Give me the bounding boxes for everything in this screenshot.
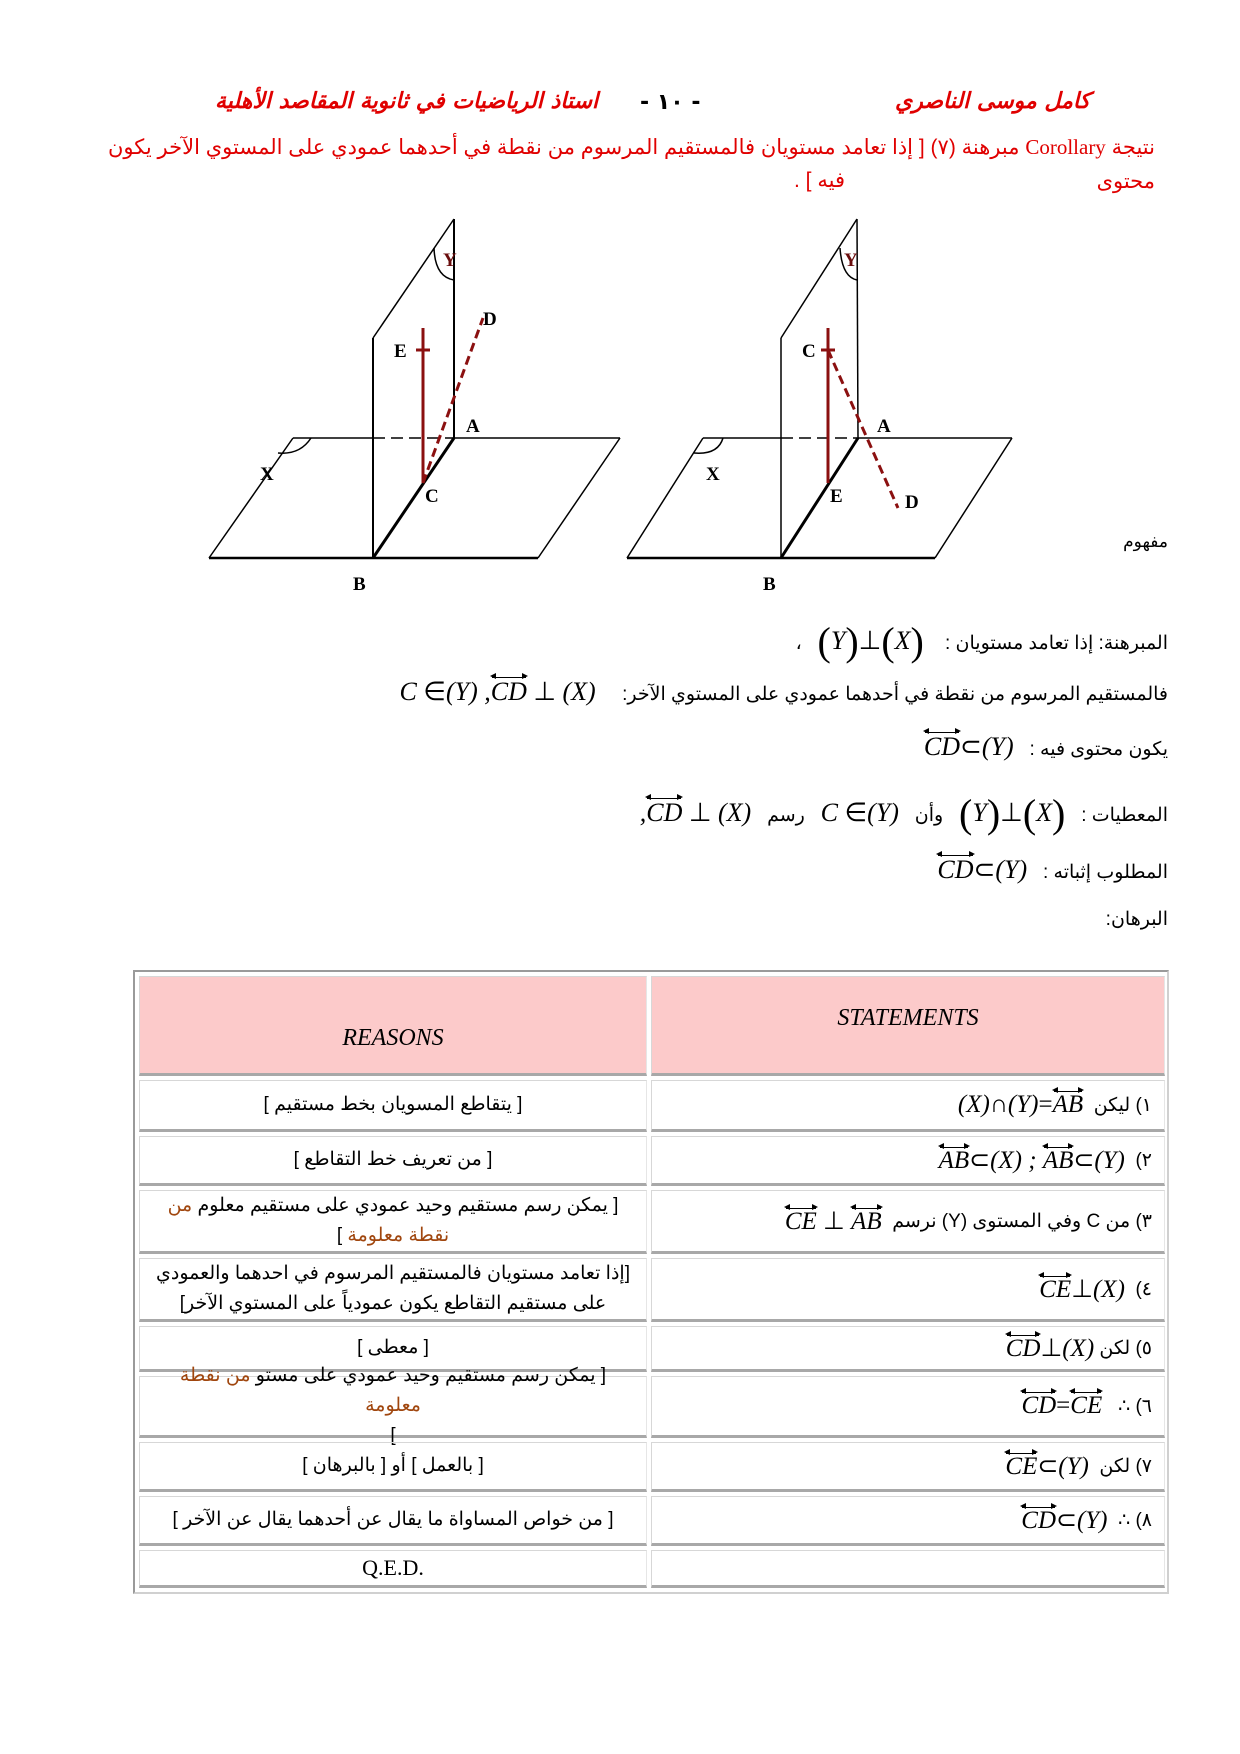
label-e-left: E [394,341,407,362]
corollary-label-en: Corollary [1025,135,1106,159]
statement-number: ٣) [1135,1210,1152,1232]
reason-text: [ معطى ] [357,1337,429,1358]
label-y-left: Y [443,250,457,271]
theorem-line-1-label: المبرهنة: إذا تعامد مستويان : [945,633,1168,654]
given-draw: رسم [767,805,805,826]
reason-cell [139,1258,647,1322]
statement-cell [651,1550,1165,1588]
statement-text: ∴ [1118,1395,1131,1417]
label-y-right: Y [844,250,858,271]
statement-text: لكن [1099,1455,1131,1477]
author-name: كامل موسى الناصري [895,88,1091,114]
statement-math: AB ⊂(X) ; AB ⊂(Y) [939,1145,1125,1175]
corollary-suffix: مبرهنة (٧) [930,136,1020,159]
reason-text: [ من تعريف خط التقاطع ] [293,1149,493,1170]
given-math-a: (Y)⊥(X) [959,791,1066,836]
statement-math: (X)∩(Y)=AB [958,1091,1083,1119]
statement-text: ليكن [1093,1094,1131,1116]
figure-right [627,219,1012,595]
statement-number: ٧) [1135,1455,1152,1477]
corollary-text-1: [ إذا تعامد مستويان فالمستقيم المرسوم من نقطة في أحدهما عمودي على المستوي الآخر يكون محتوى [107,136,1155,193]
statement-cell [651,1326,1165,1372]
statement-cell [651,1136,1165,1186]
given-label: المعطيات : [1081,805,1168,826]
label-b-right: B [763,574,776,595]
header-statements-label: STATEMENTS [837,1004,979,1031]
label-x-right: X [706,464,720,485]
reason-text: [ من خواص المساواة ما يقال عن أحدهما يقال عن الآخر ] [172,1509,614,1530]
reason-main: [ يمكن رسم مستقيم وحيد عمودي على مستو [255,1365,607,1386]
given-math-b: C ∈(Y) [820,798,899,827]
table-row [139,1550,1167,1588]
reason-tail: ] [390,1425,396,1446]
statement-number: ٤) [1135,1278,1152,1300]
label-a-left: A [466,416,480,437]
theorem-line-3 [924,732,1168,762]
table-row [139,1442,1167,1492]
reason-cell [139,1136,647,1186]
statement-math: CE ⊥ AB [785,1206,882,1236]
statement-number: ٨) [1135,1509,1152,1531]
table-header-row [139,976,1167,1076]
given-line [640,790,1168,837]
statement-cell [651,1496,1165,1546]
statement-text: لكن [1099,1337,1131,1359]
table-row [139,1136,1167,1186]
reason-cell [139,1080,647,1132]
table-row [139,1496,1167,1546]
author-role: استاذ الرياضيات في ثانوية المقاصد الأهلية [215,88,599,114]
header-reasons [139,976,647,1076]
statement-number: ٥) [1135,1337,1152,1359]
statement-number: ٢) [1135,1149,1152,1171]
theorem-line-1-tail: ، [795,633,802,654]
statement-text: ∴ [1118,1509,1131,1531]
theorem-line-1-math: (Y)⊥(X) [817,619,924,664]
statement-math: CD ⊥(X) [1006,1333,1094,1363]
table-row [139,1258,1167,1322]
required-math: CD ⊂(Y) [937,855,1027,885]
theorem-line-2-math: C ∈(Y) ,CD ⊥ (X) [399,677,595,707]
label-d-right: D [905,492,919,513]
proof-label: البرهان: [1105,909,1168,930]
theorem-line-3-math: CD ⊂(Y) [924,732,1014,762]
label-x-left: X [260,464,274,485]
statement-math: CD ⊂(Y) [1021,1505,1107,1535]
statement-math: CD =CE [1021,1392,1102,1420]
statement-cell [651,1376,1165,1438]
reason-text [150,1191,636,1251]
given-math-c: ,CD ⊥ (X) [640,798,751,828]
reason-cell [139,1365,647,1446]
reason-highlight: من نقطة معلومة [179,1365,421,1416]
statement-math: CE ⊂(Y) [1005,1451,1088,1481]
table-row [139,1080,1167,1132]
qed-text: Q.E.D. [362,1555,424,1580]
label-e-right: E [830,486,843,507]
statement-cell [651,1442,1165,1492]
reason-tail: ] [336,1225,343,1246]
reason-cell [139,1496,647,1546]
page-number: - ١٠ - [640,90,701,115]
geometry-figures [180,200,1180,600]
statement-cell [651,1258,1165,1322]
statement-cell [651,1080,1165,1132]
reason-text: [ بالعمل ] أو [ بالبرهان ] [302,1455,484,1476]
reason-cell [139,1442,647,1492]
corollary-text-2: فيه ] . [794,169,845,192]
theorem-line-2 [399,677,1168,707]
label-b-left: B [353,574,366,595]
reason-highlight: من نقطة معلومة [167,1195,450,1246]
label-a-right: A [877,416,891,437]
required-label: المطلوب إثباته : [1042,862,1168,883]
statement-math: CE ⊥(X) [1039,1274,1125,1304]
reason-main: [ يمكن رسم مستقيم وحيد عمودي على مستقيم معلوم [197,1195,619,1216]
corollary-prefix: نتيجة [1111,136,1155,159]
label-c-right: C [802,341,816,362]
required-line [937,855,1168,885]
concept-label: مفهوم [1123,532,1168,551]
theorem-line-2-label: فالمستقيم المرسوم من نقطة في أحدهما عمودي على المستوي الآخر: [622,684,1168,705]
table-row [139,1365,1167,1446]
table-row [139,1190,1167,1254]
label-c-left: C [425,486,439,507]
statement-text: من C وفي المستوى (Y) نرسم [892,1210,1131,1232]
proof-table [133,970,1169,1594]
figure-left [209,219,620,595]
reason-text: [إذا تعامد مستويان فالمستقيم المرسوم في احدهما والعمودي على مستقيم التقاطع يكون عمودياً على المستوي الآخر] [156,1263,630,1314]
reason-text [150,1361,636,1451]
header-statements [651,976,1165,1076]
statement-number: ١) [1135,1094,1152,1116]
given-and: وأن [914,805,944,826]
plane-y-left [373,219,454,558]
header-reasons-label: REASONS [342,1025,444,1051]
label-d-left: D [483,309,497,330]
theorem-line-1 [796,618,1168,665]
reason-cell [139,1550,647,1588]
statement-number: ٦) [1135,1395,1152,1417]
reason-text: [ يتقاطع المسويان بخط مستقيم ] [263,1094,523,1115]
statement-cell [651,1190,1165,1254]
reason-cell [139,1190,647,1254]
theorem-line-3-label: يكون محتوى فيه : [1029,739,1168,760]
